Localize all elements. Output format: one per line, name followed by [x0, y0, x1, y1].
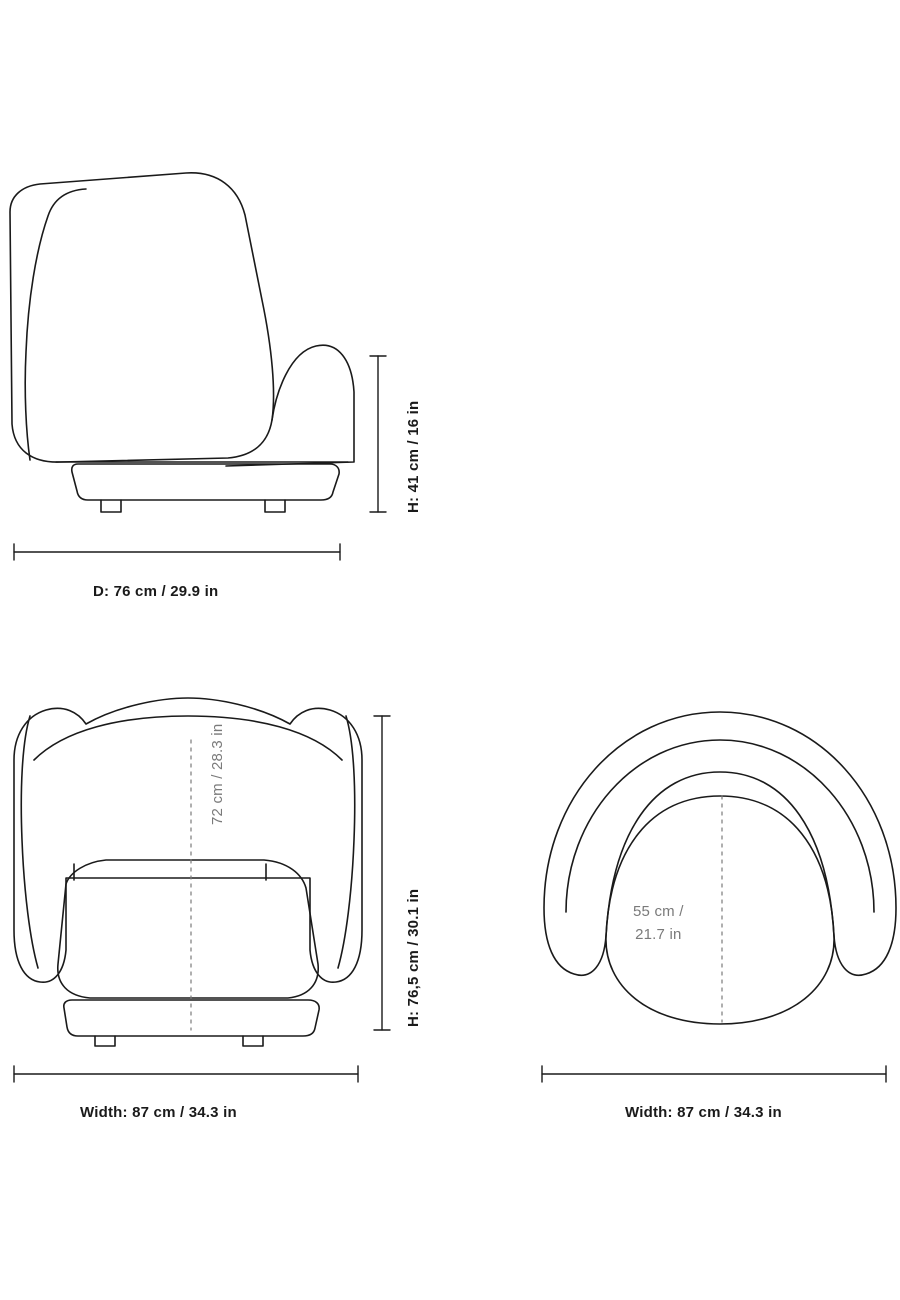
front-view-height-label: H: 76,5 cm / 30.1 in — [405, 888, 422, 1027]
front-view-inner-height-label: 72 cm / 28.3 in — [209, 723, 226, 825]
top-view-chair — [544, 712, 896, 1024]
front-height-dimension — [374, 716, 390, 1030]
side-depth-dimension — [14, 544, 340, 560]
top-view-inner-width-label — [633, 900, 684, 947]
front-view-width-label: Width: 87 cm / 34.3 in — [80, 1104, 237, 1121]
side-view-height-label: H: 41 cm / 16 in — [405, 400, 422, 513]
top-width-dimension — [542, 1066, 886, 1082]
top-view-width-label: Width: 87 cm / 34.3 in — [625, 1104, 782, 1121]
side-view-chair — [10, 173, 354, 512]
front-view-chair — [14, 698, 362, 1046]
front-width-dimension — [14, 1066, 358, 1082]
top-view-inner-width-line2: 21.7 in — [635, 926, 682, 944]
top-view-inner-width-line1: 55 cm / — [633, 903, 684, 920]
side-height-dimension — [370, 356, 386, 512]
side-view-depth-label: D: 76 cm / 29.9 in — [93, 583, 219, 600]
